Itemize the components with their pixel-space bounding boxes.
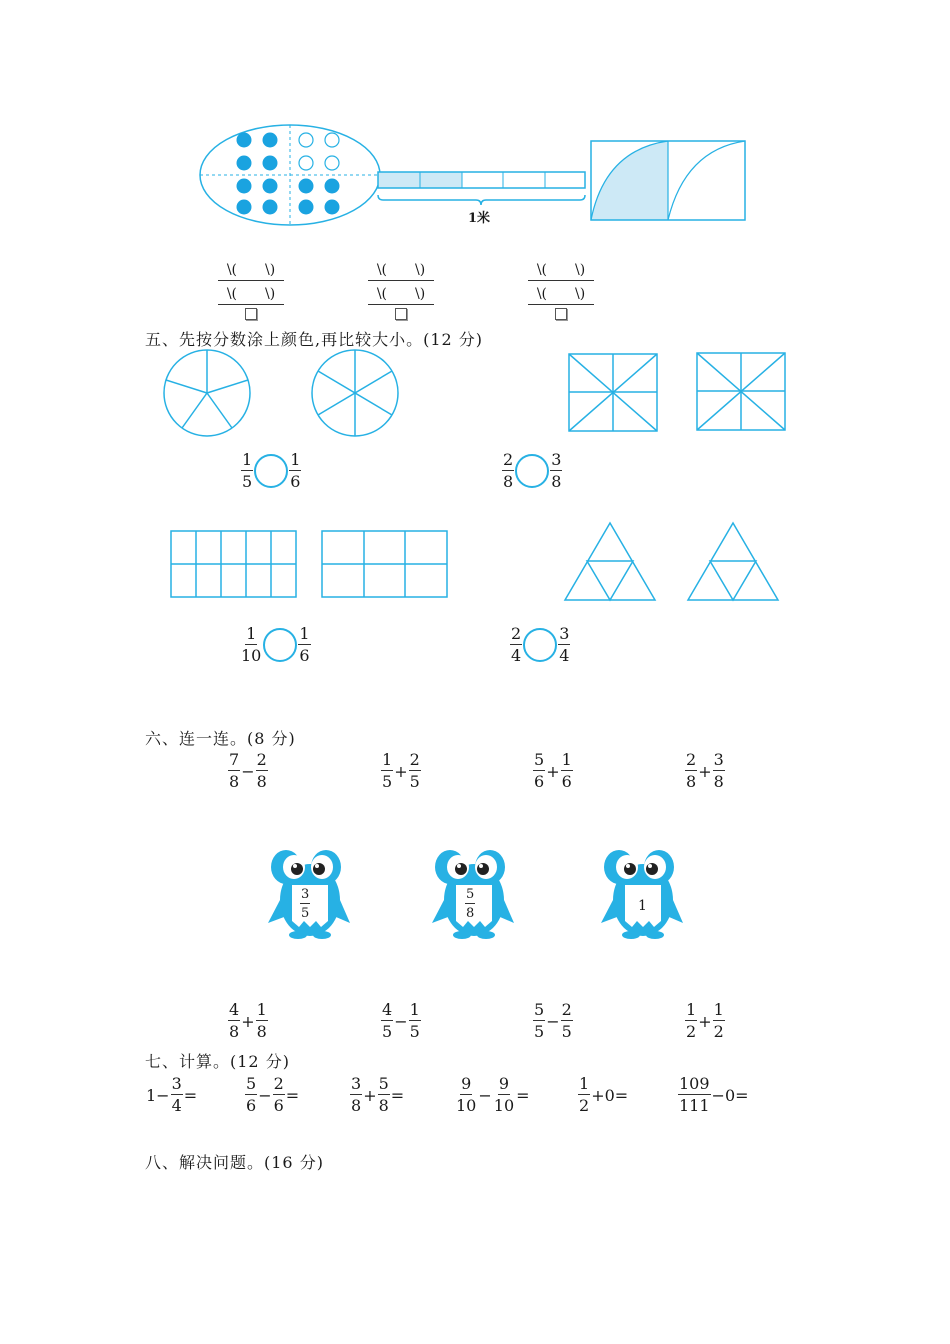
calc-problem-2[interactable]: $\frac{5}{6}$ − $\frac{2}{6}$ = xyxy=(246,1074,300,1115)
fraction: $\frac{2}{5}$ xyxy=(409,750,420,791)
answer-blank-top: \( \) xyxy=(528,257,594,281)
owl-icon[interactable] xyxy=(603,845,683,940)
fraction: $\frac{2}{5}$ xyxy=(561,1000,572,1041)
fraction: $\frac{2}{6}$ xyxy=(273,1074,284,1115)
fraction: $\frac{3}{8}$ xyxy=(713,750,724,791)
match-bottom-4[interactable] xyxy=(685,1002,725,1040)
owl-label-1: $\frac{3}{5}$ xyxy=(301,887,310,921)
answer-blank-bottom: \( \) xyxy=(528,281,594,305)
fraction: $\frac{2}{8}$ xyxy=(686,750,697,791)
fraction-right: $\frac{3}{8}$ xyxy=(551,450,562,491)
fraction-right: $\frac{1}{6}$ xyxy=(299,624,310,665)
section7-title: 七、计算。(12 分) xyxy=(145,1052,290,1071)
compare-4[interactable] xyxy=(510,626,570,664)
calc-problem-3[interactable]: $\frac{3}{8}$ + $\frac{5}{8}$ = xyxy=(351,1074,405,1115)
fraction: $\frac{1}{8}$ xyxy=(256,1000,267,1041)
fraction: $\frac{1}{2}$ xyxy=(713,1000,724,1041)
fraction-shapes-row2 xyxy=(0,0,950,620)
operator: + xyxy=(698,761,712,781)
fraction: $\frac{4}{5}$ xyxy=(382,1000,393,1041)
fraction: $\frac{2}{8}$ xyxy=(256,750,267,791)
owl-label-2: $\frac{5}{8}$ xyxy=(466,887,475,921)
section5-title: 五、先按分数涂上颜色,再比较大小。(12 分) xyxy=(145,330,484,349)
fraction: $\frac{9}{10}$ xyxy=(456,1074,477,1115)
fraction: $\frac{1}{5}$ xyxy=(409,1000,420,1041)
fraction-left: $\frac{2}{8}$ xyxy=(503,450,514,491)
fraction: $\frac{1}{2}$ xyxy=(579,1074,590,1115)
compare-circle[interactable] xyxy=(523,628,557,662)
match-top-2[interactable] xyxy=(381,752,421,790)
calc-problem-6[interactable]: $\frac{109}{111}$ −0= xyxy=(679,1074,749,1115)
operator: + xyxy=(241,1011,255,1031)
fraction: $\frac{109}{111}$ xyxy=(679,1074,710,1115)
section6-title: 六、连一连。(8 分) xyxy=(145,729,296,748)
fraction: $\frac{1}{5}$ xyxy=(382,750,393,791)
calc-problem-4[interactable]: $\frac{9}{10}$ − $\frac{9}{10}$ = xyxy=(456,1074,530,1115)
match-top-3[interactable] xyxy=(533,752,573,790)
fraction-left: $\frac{2}{4}$ xyxy=(511,624,522,665)
ruler-label: 1米 xyxy=(468,211,491,226)
operator: − xyxy=(546,1011,560,1031)
fraction: $\frac{5}{6}$ xyxy=(534,750,545,791)
fraction-left: $\frac{1}{5}$ xyxy=(242,450,253,491)
fraction: $\frac{3}{8}$ xyxy=(351,1074,362,1115)
fraction: $\frac{3}{4}$ xyxy=(171,1074,182,1115)
fraction: $\frac{7}{8}$ xyxy=(229,750,240,791)
match-bottom-3[interactable] xyxy=(533,1002,573,1040)
answer-blank-top: \( \) xyxy=(218,257,284,281)
match-bottom-2[interactable] xyxy=(381,1002,421,1040)
fraction: $\frac{1}{2}$ xyxy=(686,1000,697,1041)
compare-3[interactable] xyxy=(240,626,311,664)
match-top-4[interactable] xyxy=(685,752,725,790)
operator: + xyxy=(698,1011,712,1031)
fraction: $\frac{4}{8}$ xyxy=(229,1000,240,1041)
calc-problem-5[interactable]: $\frac{1}{2}$ +0= xyxy=(579,1074,629,1115)
operator: − xyxy=(241,761,255,781)
operator: + xyxy=(394,761,408,781)
fraction-left: $\frac{1}{10}$ xyxy=(241,624,262,665)
answer-blank-top: \( \) xyxy=(368,257,434,281)
fraction: $\frac{9}{10}$ xyxy=(493,1074,515,1115)
operator: + xyxy=(546,761,560,781)
answer-blank-bottom: \( \) xyxy=(218,281,284,305)
calc-problem-1[interactable]: 1− $\frac{3}{4}$ = xyxy=(146,1074,198,1115)
fraction: $\frac{5}{8}$ xyxy=(378,1074,389,1115)
fraction: $\frac{5}{6}$ xyxy=(246,1074,257,1115)
operator: − xyxy=(394,1011,408,1031)
owl-label-3: 1 xyxy=(638,898,647,914)
match-top-1[interactable] xyxy=(228,752,268,790)
fraction-right: $\frac{3}{4}$ xyxy=(559,624,570,665)
fraction-right: $\frac{1}{6}$ xyxy=(290,450,301,491)
match-bottom-1[interactable] xyxy=(228,1002,268,1040)
fraction: $\frac{1}{6}$ xyxy=(561,750,572,791)
compare-circle[interactable] xyxy=(263,628,297,662)
fraction: $\frac{5}{5}$ xyxy=(534,1000,545,1041)
answer-blank-bottom: \( \) xyxy=(368,281,434,305)
section8-title: 八、解决问题。(16 分) xyxy=(145,1153,324,1172)
